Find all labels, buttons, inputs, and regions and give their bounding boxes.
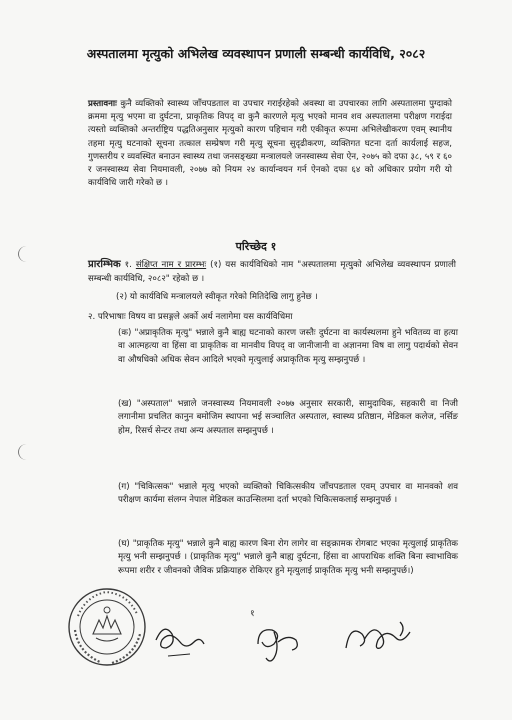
definition-text: "चिकित्सक" भन्नाले मृत्यु भएको व्यक्तिको चिकित्सकीय जाँचपडताल एवम् उपचार वा मानवको शव परीक्षण कार्यमा संलग्न नेपाल मेडिकल काउन्सिलमा दर्ता भएको चिकित्सकलाई सम्झनुपर्छ । xyxy=(118,482,459,506)
binding-mark-icon xyxy=(18,444,35,460)
section-1 xyxy=(88,258,456,286)
preamble-lead: प्रस्तावनाः xyxy=(88,99,117,109)
document-title: अस्पतालमा मृत्युको अभिलेख व्यवस्थापन प्रणाली सम्बन्धी कार्यविधि, २०८२ xyxy=(86,46,426,61)
chapter-heading: परिच्छेद १ xyxy=(235,240,277,253)
section-1-heading: संक्षिप्त नाम र प्रारम्भः xyxy=(135,260,207,270)
signature-3 xyxy=(340,614,420,662)
preamble-text: कुनै व्यक्तिको स्वास्थ्य जाँचपडताल वा उपचार गराईरहेको अवस्था वा उपचारका लागि अस्पतालमा पुग्दाको क्रममा मृत्यु भएमा वा दुर्घटना, प्राकृतिक विपद् वा कुनै कारणले मृत्यु भएको मानव शव अस्पतालमा परीक्षण गराईदा त्यस्तो व्यक्तिको अन्तर्राष्ट्रिय पद्धतिअनुसार मृत्युको कारण पहिचान गरी एकीकृत रूपमा अभिलेखीकरण एवम् स्थानीय तहमा मृत्यु घटनाको सूचना तत्काल सम्प्रेषण गरी मृत्यु सूचना सुदृढीकरण, व्यक्तिगत घटना दर्ता कार्यलाई सहज, गुणस्तरीय र व्यवस्थित बनाउन स्वास्थ्य तथा जनसङ्ख्या मन्त्रालयले जनस्वास्थ्य सेवा ऐन, २०७५ को दफा ३८, ५९ र ६० र जनस्वास्थ्य सेवा नियमावली, २०७७ को नियम २४ कार्यान्वयन गर्न ऐनको दफा ६४ को अधिकार प्रयोग गरी यो कार्यविधि जारी गरेको छ । xyxy=(88,99,452,189)
section-1-intro: प्रारम्भिक xyxy=(88,259,121,270)
definition-label: (ख) xyxy=(118,399,132,409)
definition-text: "अप्राकृतिक मृत्यु" भन्नाले कुनै बाह्य घटनाको कारण जस्तैः दुर्घटना वा कार्यस्थलमा हुने भवितव्य वा हत्या वा आत्महत्या वा हिंसा वा प्राकृतिक वा मानवीय विपद् वा जानीजानी वा अज्ञानमा विष वा लागु पदार्थको सेवन वा औषधिको अधिक सेवन आदिले भएको मृत्युलाई अप्राकृतिक मृत्यु सम्झनुपर्छ । xyxy=(118,328,459,365)
ministry-seal-stamp xyxy=(66,586,148,668)
signature-1 xyxy=(150,618,210,662)
preamble xyxy=(88,98,452,190)
signature-2 xyxy=(248,618,306,666)
definition-item xyxy=(118,538,458,578)
definition-item xyxy=(118,398,458,438)
definition-item xyxy=(118,481,458,508)
definition-text: "अस्पताल" भन्नाले जनस्वास्थ्य नियमावली २०७७ अनुसार सरकारी, सामुदायिक, सहकारी वा निजी लगानीमा प्रचलित कानुन बमोजिम स्थापना भई सञ्चालित अस्पताल, स्वास्थ्य प्रतिष्ठान, मेडिकल कलेज, नर्सिङ होम, रिसर्च सेन्टर तथा अन्य अस्पताल सम्झनुपर्छ । xyxy=(118,399,459,436)
section-1-text: (१) यस कार्यविधिको नाम "अस्पतालमा मृत्युको अभिलेख व्यवस्थापन प्रणाली सम्बन्धी कार्यविधि, २०८२" रहेको छ । xyxy=(88,260,457,284)
definition-item xyxy=(118,327,458,367)
definition-label: (ग) xyxy=(118,482,130,492)
section-1-sub-2: (२) यो कार्यविधि मन्त्रालयले स्वीकृत गरेको मितिदेखि लागु हुनेछ । xyxy=(116,292,318,302)
page-number: १ xyxy=(250,609,255,619)
section-1-number: १. xyxy=(124,260,132,270)
definition-label: (क) xyxy=(118,328,132,338)
definition-text: "प्राकृतिक मृत्यु" भन्नाले कुनै बाह्य कारण बिना रोग लागेर वा सङ्क्रामक रोगबाट भएका मृत्युलाई प्राकृतिक मृत्यु भनी सम्झनुपर्छ । (प्राकृतिक मृत्यु" भन्नाले कुनै बाह्य दुर्घटना, हिंसा वा आपराधिक शक्ति बिना स्वाभाविक रूपमा शरीर र जीवनको जैविक प्रक्रियाहरु रोकिएर हुने मृत्युलाई प्राकृतिक मृत्यु भनी सम्झनुपर्छ।) xyxy=(118,539,458,576)
section-2-heading: २. परिभाषाः विषय वा प्रसङ्गले अर्को अर्थ नलागेमा यस कार्यविधिमा xyxy=(88,312,293,322)
definition-label: (घ) xyxy=(118,539,130,549)
